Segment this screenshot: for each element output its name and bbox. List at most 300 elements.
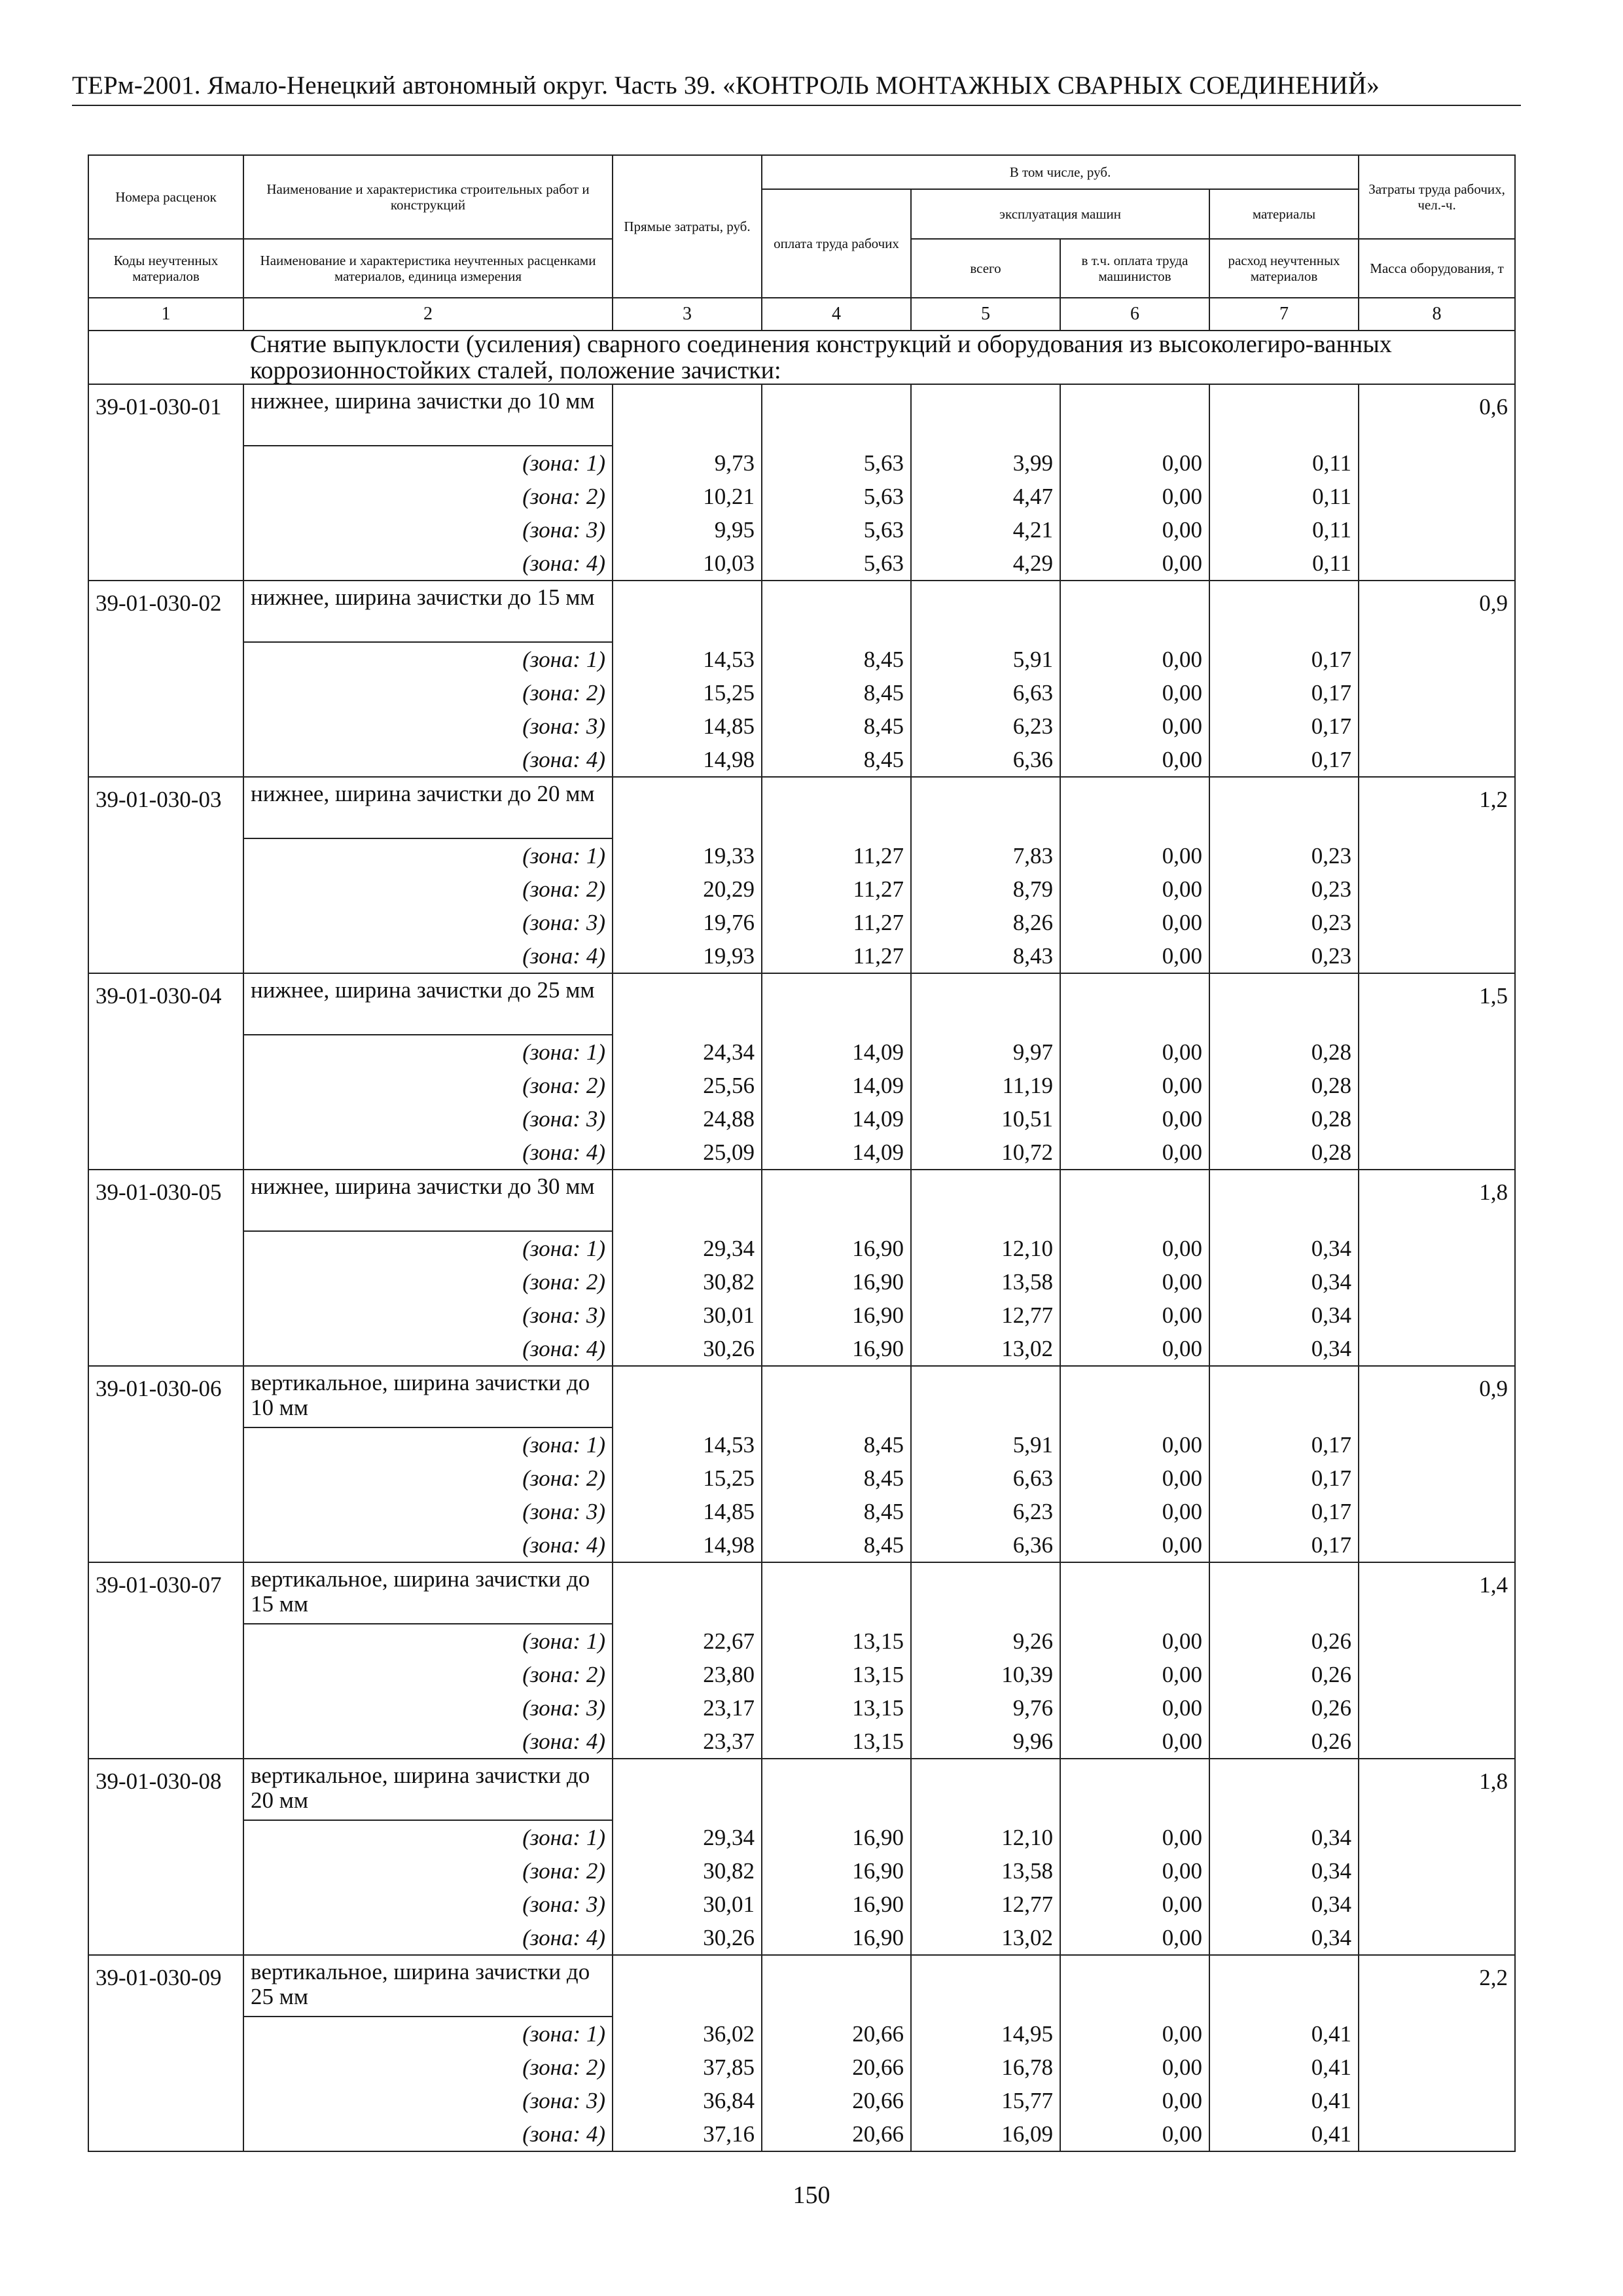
rate-code: 39-01-030-05 [88, 1170, 243, 1366]
machines-total-value: 13,02 [911, 1332, 1060, 1366]
empty-cell [1209, 1170, 1359, 1231]
zone-label: (зона: 2) [243, 872, 613, 906]
rate-item-row [88, 1366, 1515, 1427]
direct-costs-value: 14,98 [613, 743, 762, 777]
zone-row [88, 939, 1515, 973]
machinists-pay-value: 0,00 [1060, 2084, 1209, 2117]
empty-cell [1209, 1955, 1359, 2017]
header-machines-total: всего [911, 239, 1060, 298]
header-material-codes: Коды неучтенных материалов [88, 239, 243, 298]
empty-cell [613, 1955, 762, 2017]
labor-pay-value: 16,90 [762, 1265, 911, 1299]
machines-total-value: 16,09 [911, 2117, 1060, 2151]
materials-value: 0,28 [1209, 1069, 1359, 1102]
direct-costs-value: 14,53 [613, 1427, 762, 1462]
zone-label: (зона: 3) [243, 1888, 613, 1921]
machines-total-value: 9,26 [911, 1624, 1060, 1658]
zone-label: (зона: 2) [243, 676, 613, 709]
zone-label: (зона: 1) [243, 1427, 613, 1462]
empty-cell [762, 973, 911, 1035]
labor-pay-value: 11,27 [762, 838, 911, 872]
direct-costs-value: 36,84 [613, 2084, 762, 2117]
direct-costs-value: 23,17 [613, 1691, 762, 1725]
empty-cell [613, 384, 762, 446]
machines-total-value: 4,29 [911, 547, 1060, 581]
rates-table [88, 154, 1516, 2152]
machinists-pay-value: 0,00 [1060, 1102, 1209, 1136]
empty-cell [613, 1170, 762, 1231]
empty-cell [1209, 581, 1359, 642]
zone-row [88, 1528, 1515, 1562]
machinists-pay-value: 0,00 [1060, 1888, 1209, 1921]
page-number: 150 [793, 2181, 830, 2209]
direct-costs-value: 36,02 [613, 2017, 762, 2051]
empty-cell [762, 1170, 911, 1231]
empty-cell [1209, 973, 1359, 1035]
zone-label: (зона: 4) [243, 1332, 613, 1366]
zone-row [88, 1820, 1515, 1854]
direct-costs-value: 19,33 [613, 838, 762, 872]
materials-value: 0,11 [1209, 480, 1359, 513]
machinists-pay-value: 0,00 [1060, 1462, 1209, 1495]
materials-value: 0,34 [1209, 1888, 1359, 1921]
machines-total-value: 4,21 [911, 513, 1060, 547]
machines-total-value: 6,23 [911, 1495, 1060, 1528]
materials-value: 0,11 [1209, 547, 1359, 581]
header-labor-costs: Затраты труда рабочих, чел.-ч. [1359, 155, 1515, 239]
direct-costs-value: 29,34 [613, 1231, 762, 1265]
rate-item-row [88, 1562, 1515, 1624]
materials-value: 0,17 [1209, 642, 1359, 676]
rate-name: нижнее, ширина зачистки до 10 мм [243, 384, 613, 446]
rate-name: вертикальное, ширина зачистки до 10 мм [243, 1366, 613, 1427]
empty-cell [1060, 1759, 1209, 1820]
machinists-pay-value: 0,00 [1060, 1299, 1209, 1332]
machines-total-value: 5,91 [911, 1427, 1060, 1462]
labor-pay-value: 14,09 [762, 1069, 911, 1102]
labor-cost: 2,2 [1359, 1955, 1515, 2151]
empty-cell [1209, 1366, 1359, 1427]
column-number: 7 [1209, 298, 1359, 331]
machinists-pay-value: 0,00 [1060, 838, 1209, 872]
machines-total-value: 14,95 [911, 2017, 1060, 2051]
materials-value: 0,23 [1209, 939, 1359, 973]
empty-cell [613, 777, 762, 838]
zone-label: (зона: 4) [243, 547, 613, 581]
column-number: 6 [1060, 298, 1209, 331]
materials-value: 0,34 [1209, 1332, 1359, 1366]
materials-value: 0,34 [1209, 1299, 1359, 1332]
materials-value: 0,34 [1209, 1265, 1359, 1299]
direct-costs-value: 37,16 [613, 2117, 762, 2151]
labor-pay-value: 20,66 [762, 2117, 911, 2151]
labor-pay-value: 8,45 [762, 1528, 911, 1562]
labor-pay-value: 8,45 [762, 642, 911, 676]
machines-total-value: 12,10 [911, 1231, 1060, 1265]
zone-label: (зона: 2) [243, 480, 613, 513]
direct-costs-value: 30,26 [613, 1332, 762, 1366]
machinists-pay-value: 0,00 [1060, 1332, 1209, 1366]
machinists-pay-value: 0,00 [1060, 1136, 1209, 1170]
zone-row [88, 1332, 1515, 1366]
labor-pay-value: 13,15 [762, 1725, 911, 1759]
machinists-pay-value: 0,00 [1060, 939, 1209, 973]
empty-cell [1209, 1759, 1359, 1820]
machinists-pay-value: 0,00 [1060, 1854, 1209, 1888]
machinists-pay-value: 0,00 [1060, 872, 1209, 906]
machines-total-value: 9,96 [911, 1725, 1060, 1759]
labor-pay-value: 16,90 [762, 1854, 911, 1888]
zone-row [88, 1854, 1515, 1888]
header-material-name: Наименование и характеристика неучтенных расценками материалов, единица измерения [243, 239, 613, 298]
zone-label: (зона: 2) [243, 1069, 613, 1102]
table-body [88, 298, 1515, 2151]
zone-label: (зона: 3) [243, 1495, 613, 1528]
zone-label: (зона: 3) [243, 709, 613, 743]
rate-code: 39-01-030-03 [88, 777, 243, 973]
materials-value: 0,41 [1209, 2017, 1359, 2051]
machinists-pay-value: 0,00 [1060, 513, 1209, 547]
rate-name: нижнее, ширина зачистки до 20 мм [243, 777, 613, 838]
machinists-pay-value: 0,00 [1060, 1231, 1209, 1265]
labor-pay-value: 8,45 [762, 676, 911, 709]
empty-cell [911, 1366, 1060, 1427]
machinists-pay-value: 0,00 [1060, 1427, 1209, 1462]
machines-total-value: 16,78 [911, 2051, 1060, 2084]
rate-name: вертикальное, ширина зачистки до 20 мм [243, 1759, 613, 1820]
machinists-pay-value: 0,00 [1060, 1658, 1209, 1691]
zone-label: (зона: 1) [243, 1231, 613, 1265]
labor-pay-value: 13,15 [762, 1691, 911, 1725]
labor-pay-value: 8,45 [762, 1462, 911, 1495]
machinists-pay-value: 0,00 [1060, 2051, 1209, 2084]
labor-pay-value: 5,63 [762, 446, 911, 480]
empty-cell [911, 384, 1060, 446]
direct-costs-value: 24,88 [613, 1102, 762, 1136]
direct-costs-value: 19,76 [613, 906, 762, 939]
header-equipment-mass: Масса оборудования, т [1359, 239, 1515, 298]
empty-cell [911, 1955, 1060, 2017]
materials-value: 0,26 [1209, 1691, 1359, 1725]
header-work-name: Наименование и характеристика строительных работ и конструкций [243, 155, 613, 239]
zone-row [88, 1231, 1515, 1265]
labor-cost: 0,6 [1359, 384, 1515, 581]
labor-pay-value: 11,27 [762, 939, 911, 973]
empty-cell [911, 1562, 1060, 1624]
empty-cell [1060, 384, 1209, 446]
labor-pay-value: 16,90 [762, 1231, 911, 1265]
rate-name: вертикальное, ширина зачистки до 15 мм [243, 1562, 613, 1624]
labor-pay-value: 14,09 [762, 1102, 911, 1136]
empty-cell [1060, 1366, 1209, 1427]
zone-label: (зона: 2) [243, 2051, 613, 2084]
labor-cost: 1,8 [1359, 1759, 1515, 1955]
materials-value: 0,17 [1209, 743, 1359, 777]
rate-code: 39-01-030-04 [88, 973, 243, 1170]
zone-row [88, 1265, 1515, 1299]
zone-label: (зона: 3) [243, 1299, 613, 1332]
column-number: 1 [88, 298, 243, 331]
direct-costs-value: 23,80 [613, 1658, 762, 1691]
machines-total-value: 9,97 [911, 1035, 1060, 1069]
machinists-pay-value: 0,00 [1060, 1921, 1209, 1955]
materials-value: 0,34 [1209, 1854, 1359, 1888]
materials-value: 0,26 [1209, 1725, 1359, 1759]
machines-total-value: 6,63 [911, 1462, 1060, 1495]
empty-cell [762, 1366, 911, 1427]
labor-cost: 0,9 [1359, 1366, 1515, 1562]
empty-cell [1060, 777, 1209, 838]
zone-row [88, 1921, 1515, 1955]
zone-label: (зона: 3) [243, 513, 613, 547]
column-number: 5 [911, 298, 1060, 331]
rate-item-row [88, 1955, 1515, 2017]
zone-label: (зона: 3) [243, 2084, 613, 2117]
zone-row [88, 1462, 1515, 1495]
header-materials: материалы [1209, 189, 1359, 239]
rate-code: 39-01-030-01 [88, 384, 243, 581]
labor-pay-value: 20,66 [762, 2017, 911, 2051]
machinists-pay-value: 0,00 [1060, 1725, 1209, 1759]
machines-total-value: 8,43 [911, 939, 1060, 973]
zone-label: (зона: 1) [243, 1035, 613, 1069]
materials-value: 0,34 [1209, 1921, 1359, 1955]
direct-costs-value: 14,85 [613, 709, 762, 743]
zone-row [88, 547, 1515, 581]
header-unaccounted-materials: расход неучтенных материалов [1209, 239, 1359, 298]
rate-name: нижнее, ширина зачистки до 15 мм [243, 581, 613, 642]
materials-value: 0,17 [1209, 1495, 1359, 1528]
direct-costs-value: 30,26 [613, 1921, 762, 1955]
zone-row [88, 709, 1515, 743]
labor-cost: 1,2 [1359, 777, 1515, 973]
direct-costs-value: 23,37 [613, 1725, 762, 1759]
materials-value: 0,41 [1209, 2117, 1359, 2151]
header-labor-pay: оплата труда рабочих [762, 189, 911, 298]
zone-label: (зона: 4) [243, 1136, 613, 1170]
direct-costs-value: 9,95 [613, 513, 762, 547]
rate-code: 39-01-030-08 [88, 1759, 243, 1955]
direct-costs-value: 10,03 [613, 547, 762, 581]
zone-row [88, 1658, 1515, 1691]
machines-total-value: 15,77 [911, 2084, 1060, 2117]
empty-cell [911, 581, 1060, 642]
machines-total-value: 12,77 [911, 1299, 1060, 1332]
empty-cell [613, 1759, 762, 1820]
labor-pay-value: 14,09 [762, 1035, 911, 1069]
machinists-pay-value: 0,00 [1060, 1265, 1209, 1299]
empty-cell [1209, 384, 1359, 446]
zone-row [88, 743, 1515, 777]
empty-cell [762, 1759, 911, 1820]
zone-label: (зона: 1) [243, 838, 613, 872]
section-row [88, 331, 1515, 384]
direct-costs-value: 29,34 [613, 1820, 762, 1854]
materials-value: 0,41 [1209, 2084, 1359, 2117]
empty-cell [911, 1170, 1060, 1231]
zone-row [88, 513, 1515, 547]
machinists-pay-value: 0,00 [1060, 676, 1209, 709]
zone-row [88, 2117, 1515, 2151]
page-header: ТЕРм-2001. Ямало-Ненецкий автономный округ. Часть 39. «КОНТРОЛЬ МОНТАЖНЫХ СВАРНЫХ СОЕДИНЕНИЙ» [72, 71, 1521, 106]
machinists-pay-value: 0,00 [1060, 1691, 1209, 1725]
machines-total-value: 10,51 [911, 1102, 1060, 1136]
zone-label: (зона: 2) [243, 1265, 613, 1299]
machinists-pay-value: 0,00 [1060, 1069, 1209, 1102]
labor-pay-value: 8,45 [762, 1427, 911, 1462]
labor-pay-value: 16,90 [762, 1299, 911, 1332]
rate-item-row [88, 973, 1515, 1035]
machines-total-value: 9,76 [911, 1691, 1060, 1725]
labor-pay-value: 5,63 [762, 480, 911, 513]
zone-label: (зона: 4) [243, 743, 613, 777]
labor-pay-value: 8,45 [762, 709, 911, 743]
zone-label: (зона: 3) [243, 906, 613, 939]
labor-pay-value: 16,90 [762, 1921, 911, 1955]
materials-value: 0,23 [1209, 906, 1359, 939]
materials-value: 0,34 [1209, 1231, 1359, 1265]
materials-value: 0,17 [1209, 1462, 1359, 1495]
zone-label: (зона: 2) [243, 1658, 613, 1691]
zone-row [88, 642, 1515, 676]
machinists-pay-value: 0,00 [1060, 709, 1209, 743]
empty-cell [613, 973, 762, 1035]
empty-cell [613, 1366, 762, 1427]
rate-item-row [88, 777, 1515, 838]
direct-costs-value: 20,29 [613, 872, 762, 906]
direct-costs-value: 14,85 [613, 1495, 762, 1528]
zone-row [88, 1136, 1515, 1170]
zone-label: (зона: 4) [243, 1921, 613, 1955]
empty-cell [613, 581, 762, 642]
zone-row [88, 1624, 1515, 1658]
machines-total-value: 12,10 [911, 1820, 1060, 1854]
zone-row [88, 1035, 1515, 1069]
header-including: В том числе, руб. [762, 155, 1359, 189]
labor-pay-value: 14,09 [762, 1136, 911, 1170]
zone-row [88, 838, 1515, 872]
materials-value: 0,26 [1209, 1658, 1359, 1691]
empty-cell [762, 384, 911, 446]
header-rate-numbers: Номера расценок [88, 155, 243, 239]
labor-cost: 0,9 [1359, 581, 1515, 777]
section-title: Снятие выпуклости (усиления) сварного соединения конструкций и оборудования из высоколегиро-ванных коррозионностойких сталей, положение зачистки: [243, 331, 1515, 384]
direct-costs-value: 30,01 [613, 1299, 762, 1332]
rate-code: 39-01-030-07 [88, 1562, 243, 1759]
materials-value: 0,23 [1209, 838, 1359, 872]
materials-value: 0,23 [1209, 872, 1359, 906]
zone-label: (зона: 2) [243, 1462, 613, 1495]
machines-total-value: 6,36 [911, 1528, 1060, 1562]
materials-value: 0,17 [1209, 1427, 1359, 1462]
machines-total-value: 7,83 [911, 838, 1060, 872]
machinists-pay-value: 0,00 [1060, 1820, 1209, 1854]
machinists-pay-value: 0,00 [1060, 1035, 1209, 1069]
zone-row [88, 906, 1515, 939]
labor-pay-value: 16,90 [762, 1820, 911, 1854]
empty-cell [1060, 1170, 1209, 1231]
machines-total-value: 12,77 [911, 1888, 1060, 1921]
machinists-pay-value: 0,00 [1060, 906, 1209, 939]
labor-pay-value: 5,63 [762, 547, 911, 581]
zone-row [88, 1102, 1515, 1136]
column-number-row [88, 298, 1515, 331]
machinists-pay-value: 0,00 [1060, 1624, 1209, 1658]
zone-label: (зона: 1) [243, 446, 613, 480]
direct-costs-value: 37,85 [613, 2051, 762, 2084]
zone-row [88, 2051, 1515, 2084]
machines-total-value: 8,26 [911, 906, 1060, 939]
machines-total-value: 13,02 [911, 1921, 1060, 1955]
zone-row [88, 2084, 1515, 2117]
zone-label: (зона: 4) [243, 2117, 613, 2151]
rate-code: 39-01-030-06 [88, 1366, 243, 1562]
materials-value: 0,28 [1209, 1136, 1359, 1170]
empty-cell [911, 777, 1060, 838]
header-machines: эксплуатация машин [911, 189, 1209, 239]
machines-total-value: 3,99 [911, 446, 1060, 480]
direct-costs-value: 22,67 [613, 1624, 762, 1658]
machines-total-value: 6,23 [911, 709, 1060, 743]
zone-label: (зона: 1) [243, 642, 613, 676]
machines-total-value: 10,72 [911, 1136, 1060, 1170]
machinists-pay-value: 0,00 [1060, 547, 1209, 581]
empty-cell [1060, 581, 1209, 642]
machinists-pay-value: 0,00 [1060, 2017, 1209, 2051]
machines-total-value: 10,39 [911, 1658, 1060, 1691]
empty-cell [1060, 1955, 1209, 2017]
labor-pay-value: 16,90 [762, 1332, 911, 1366]
empty-cell [1209, 777, 1359, 838]
machines-total-value: 6,63 [911, 676, 1060, 709]
materials-value: 0,17 [1209, 709, 1359, 743]
labor-pay-value: 20,66 [762, 2084, 911, 2117]
direct-costs-value: 9,73 [613, 446, 762, 480]
materials-value: 0,26 [1209, 1624, 1359, 1658]
zone-row [88, 1691, 1515, 1725]
empty-cell [911, 973, 1060, 1035]
zone-label: (зона: 3) [243, 1691, 613, 1725]
machines-total-value: 11,19 [911, 1069, 1060, 1102]
empty-cell [762, 1562, 911, 1624]
zone-label: (зона: 1) [243, 1624, 613, 1658]
zone-label: (зона: 2) [243, 1854, 613, 1888]
zone-label: (зона: 4) [243, 939, 613, 973]
header-direct-costs: Прямые затраты, руб. [613, 155, 762, 298]
machinists-pay-value: 0,00 [1060, 1528, 1209, 1562]
materials-value: 0,17 [1209, 1528, 1359, 1562]
machines-total-value: 13,58 [911, 1265, 1060, 1299]
machines-total-value: 13,58 [911, 1854, 1060, 1888]
materials-value: 0,17 [1209, 676, 1359, 709]
zone-label: (зона: 3) [243, 1102, 613, 1136]
direct-costs-value: 25,09 [613, 1136, 762, 1170]
rate-item-row [88, 1170, 1515, 1231]
rate-item-row [88, 1759, 1515, 1820]
materials-value: 0,28 [1209, 1102, 1359, 1136]
rate-name: вертикальное, ширина зачистки до 25 мм [243, 1955, 613, 2017]
rate-item-row [88, 581, 1515, 642]
rate-item-row [88, 384, 1515, 446]
column-number: 4 [762, 298, 911, 331]
machinists-pay-value: 0,00 [1060, 1495, 1209, 1528]
materials-value: 0,34 [1209, 1820, 1359, 1854]
direct-costs-value: 30,82 [613, 1854, 762, 1888]
labor-cost: 1,8 [1359, 1170, 1515, 1366]
header-machinists-pay: в т.ч. оплата труда машинистов [1060, 239, 1209, 298]
zone-row [88, 1495, 1515, 1528]
zone-row [88, 1299, 1515, 1332]
